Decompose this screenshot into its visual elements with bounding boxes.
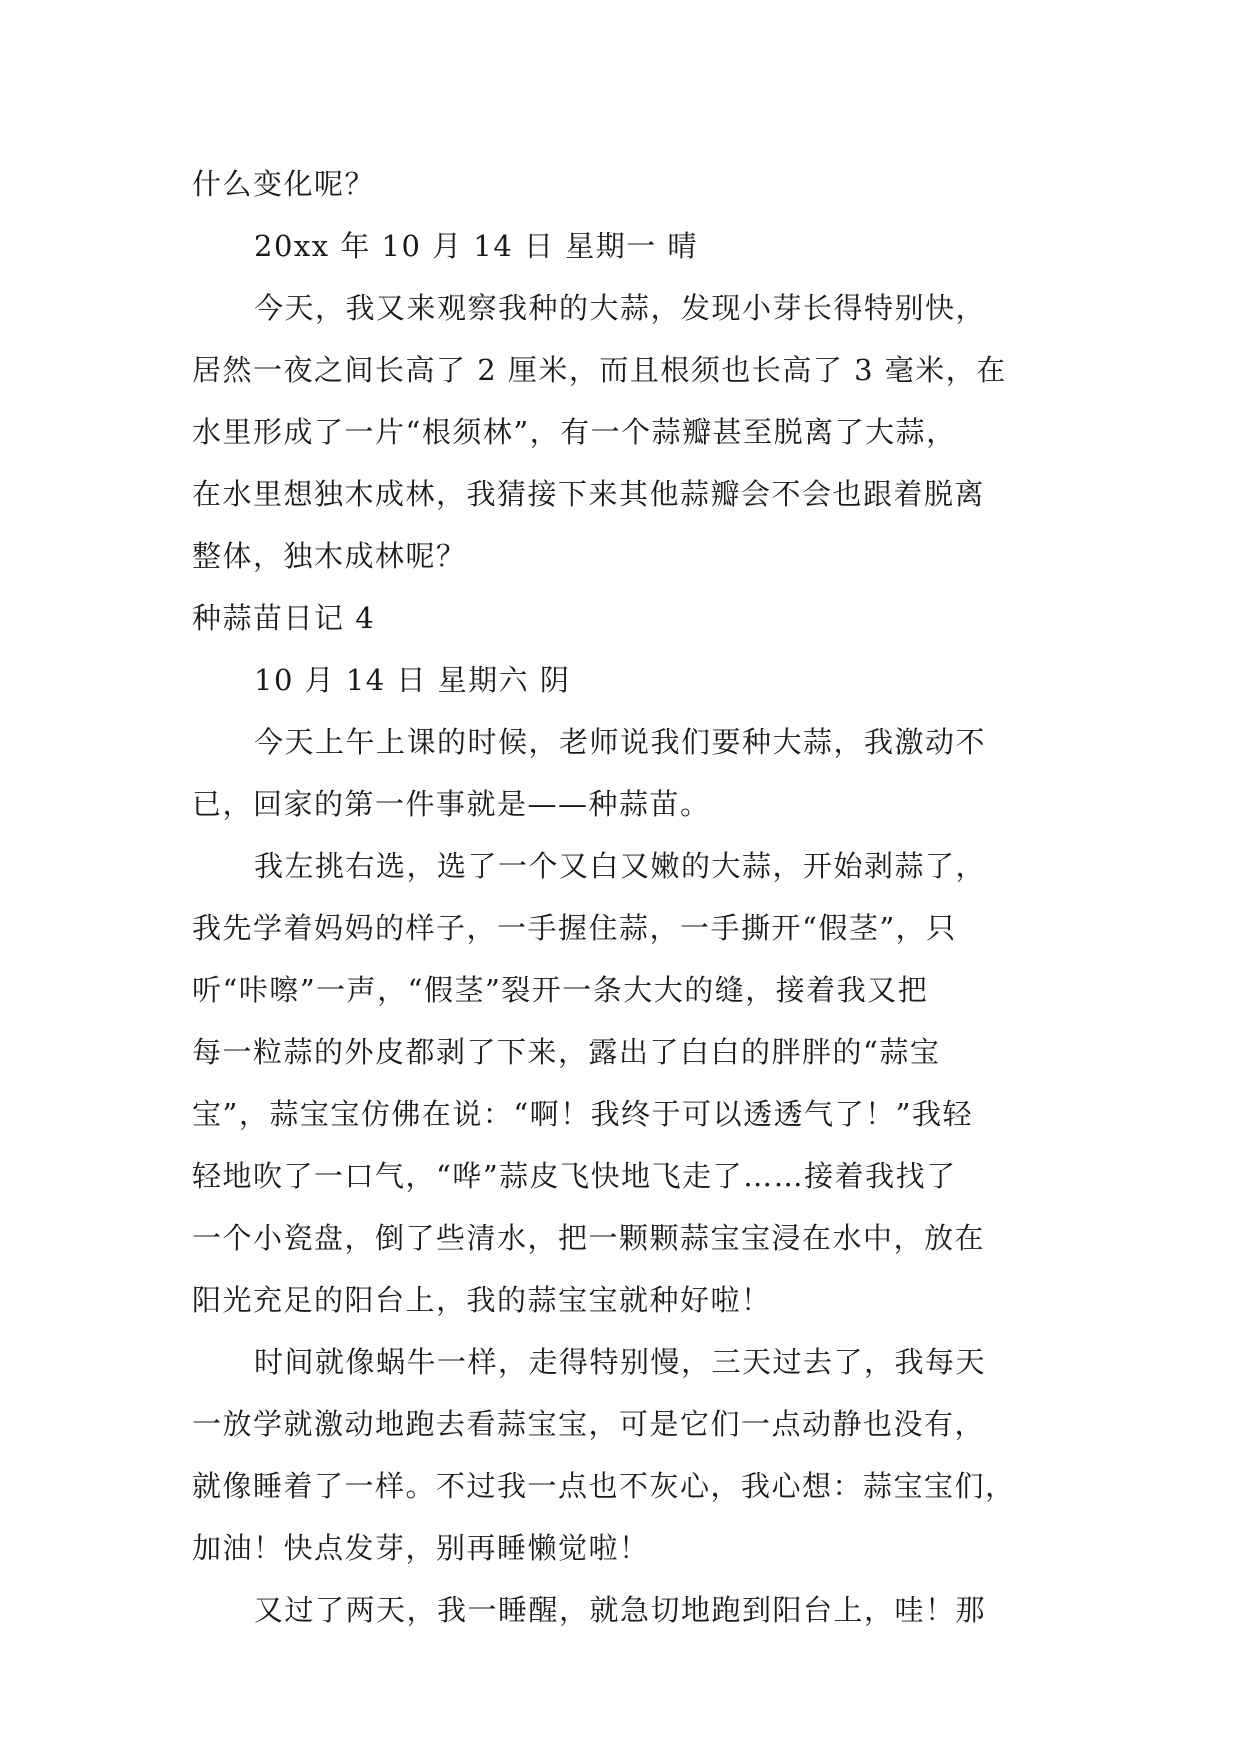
text-line: 时间就像蜗牛一样，走得特别慢，三天过去了，我每天 xyxy=(254,1345,987,1379)
text-line: 水里形成了一片“根须林”，有一个蒜瓣甚至脱离了大蒜， xyxy=(192,415,957,449)
text-line: 整体，独木成林呢？ xyxy=(192,539,467,573)
text-line: 轻地吹了一口气，“哗”蒜皮飞快地飞走了……接着我找了 xyxy=(192,1159,957,1193)
text-line: 我先学着妈妈的样子，一手握住蒜，一手撕开“假茎”，只 xyxy=(192,911,957,945)
text-line: 一放学就激动地跑去看蒜宝宝，可是它们一点动静也没有， xyxy=(192,1407,986,1441)
text-line: 什么变化呢？ xyxy=(192,167,376,201)
text-line: 阳光充足的阳台上，我的蒜宝宝就种好啦！ xyxy=(192,1283,772,1317)
text-line: 每一粒蒜的外皮都剥了下来，露出了白白的胖胖的“蒜宝 xyxy=(192,1035,941,1069)
text-line: 宝”，蒜宝宝仿佛在说：“啊！我终于可以透透气了！”我轻 xyxy=(192,1097,973,1131)
text-line: 今天，我又来观察我种的大蒜，发现小芽长得特别快， xyxy=(254,291,987,325)
section-heading: 种蒜苗日记 4 xyxy=(192,601,376,635)
text-line: 居然一夜之间长高了 2 厘米，而且根须也长高了 3 毫米，在 xyxy=(192,353,1007,387)
text-line: 已，回家的第一件事就是——种蒜苗。 xyxy=(192,787,711,821)
text-line: 又过了两天，我一睡醒，就急切地跑到阳台上，哇！那 xyxy=(254,1593,987,1627)
text-line: 今天上午上课的时候，老师说我们要种大蒜，我激动不 xyxy=(254,725,987,759)
text-line: 一个小瓷盘，倒了些清水，把一颗颗蒜宝宝浸在水中，放在 xyxy=(192,1221,986,1255)
text-line: 就像睡着了一样。不过我一点也不灰心，我心想：蒜宝宝们， xyxy=(192,1469,1016,1503)
text-line: 听“咔嚓”一声，“假茎”裂开一条大大的缝，接着我又把 xyxy=(192,973,929,1007)
document-body xyxy=(192,153,1062,1641)
text-line: 在水里想独木成林，我猜接下来其他蒜瓣会不会也跟着脱离 xyxy=(192,477,986,511)
diary-date-line: 10 月 14 日 星期六 阴 xyxy=(254,663,571,697)
text-line: 我左挑右选，选了一个又白又嫩的大蒜，开始剥蒜了， xyxy=(254,849,987,883)
text-line: 加油！快点发芽，别再睡懒觉啦！ xyxy=(192,1531,650,1565)
diary-date-line: 20xx 年 10 月 14 日 星期一 晴 xyxy=(254,229,698,263)
